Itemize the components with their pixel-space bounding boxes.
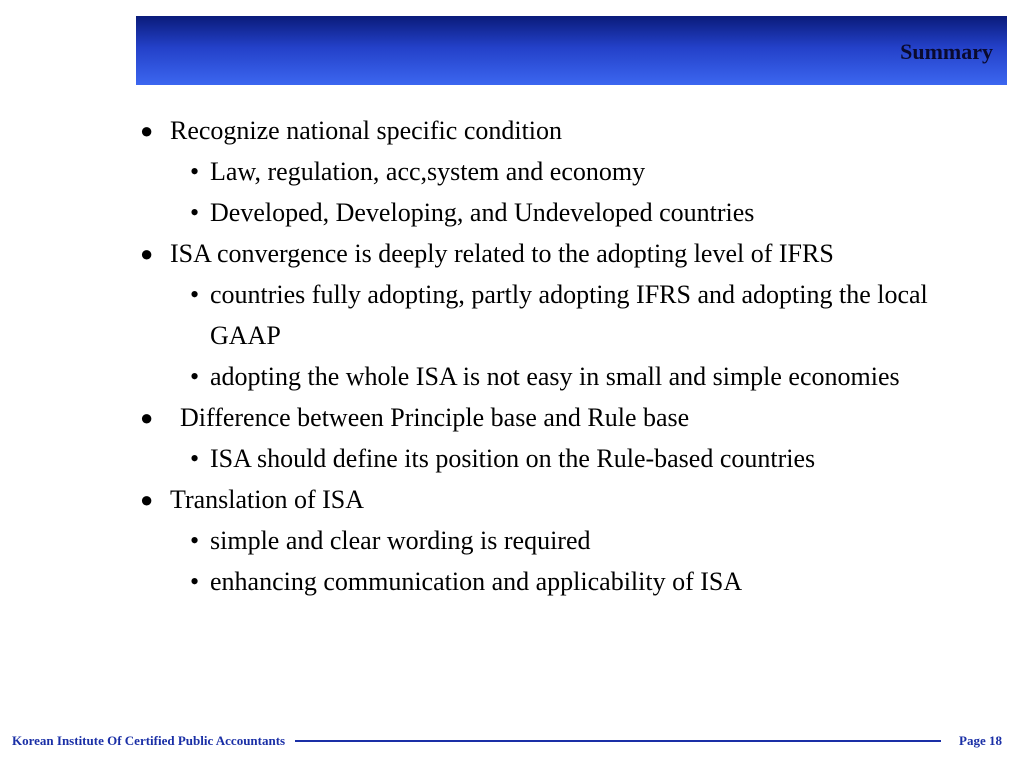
sub-point (140, 151, 960, 192)
sub-bullet-icon: • (190, 444, 200, 473)
sub-point-text: countries fully adopting, partly adopting IFRS and adopting the local GAAP (210, 280, 928, 350)
sub-point-text: adopting the whole ISA is not easy in small and simple economies (210, 362, 900, 391)
main-point-text: Translation of ISA (170, 485, 365, 514)
sub-bullet-icon: • (190, 526, 200, 555)
bullet-icon: ● (140, 118, 154, 143)
page-number: Page 18 (959, 733, 1002, 748)
sub-point-text: simple and clear wording is required (210, 526, 591, 555)
main-point (140, 397, 960, 438)
sub-point (140, 520, 960, 561)
sub-bullet-icon: • (190, 280, 200, 309)
main-point-text: Difference between Principle base and Rule base (180, 403, 690, 432)
sub-point-text: Developed, Developing, and Undeveloped countries (210, 198, 755, 227)
main-point (140, 479, 960, 520)
sub-point (140, 438, 960, 479)
sub-bullet-icon: • (190, 198, 200, 227)
bullet-icon: ● (140, 241, 154, 266)
sub-bullet-icon: • (190, 157, 200, 186)
sub-point (140, 561, 960, 602)
footer-organization: Korean Institute Of Certified Public Accountants (12, 733, 286, 748)
sub-point (140, 274, 960, 356)
slide-body (140, 110, 960, 602)
sub-point-text: Law, regulation, acc,system and economy (210, 157, 646, 186)
slide-title: Summary (900, 39, 993, 64)
sub-bullet-icon: • (190, 567, 200, 596)
bullet-icon: ● (140, 405, 154, 430)
slide-footer (12, 731, 1002, 751)
bullet-icon: ● (140, 487, 154, 512)
sub-point (140, 192, 960, 233)
main-point-text: ISA convergence is deeply related to the adopting level of IFRS (170, 239, 834, 268)
sub-point-text: ISA should define its position on the Rule-based countries (210, 444, 816, 473)
sub-point (140, 356, 960, 397)
main-point-text: Recognize national specific condition (170, 116, 563, 145)
main-point (140, 110, 960, 151)
main-point (140, 233, 960, 274)
sub-bullet-icon: • (190, 362, 200, 391)
footer-divider (295, 740, 941, 742)
sub-point-text: enhancing communication and applicability of ISA (210, 567, 743, 596)
header-bar (136, 16, 1007, 85)
